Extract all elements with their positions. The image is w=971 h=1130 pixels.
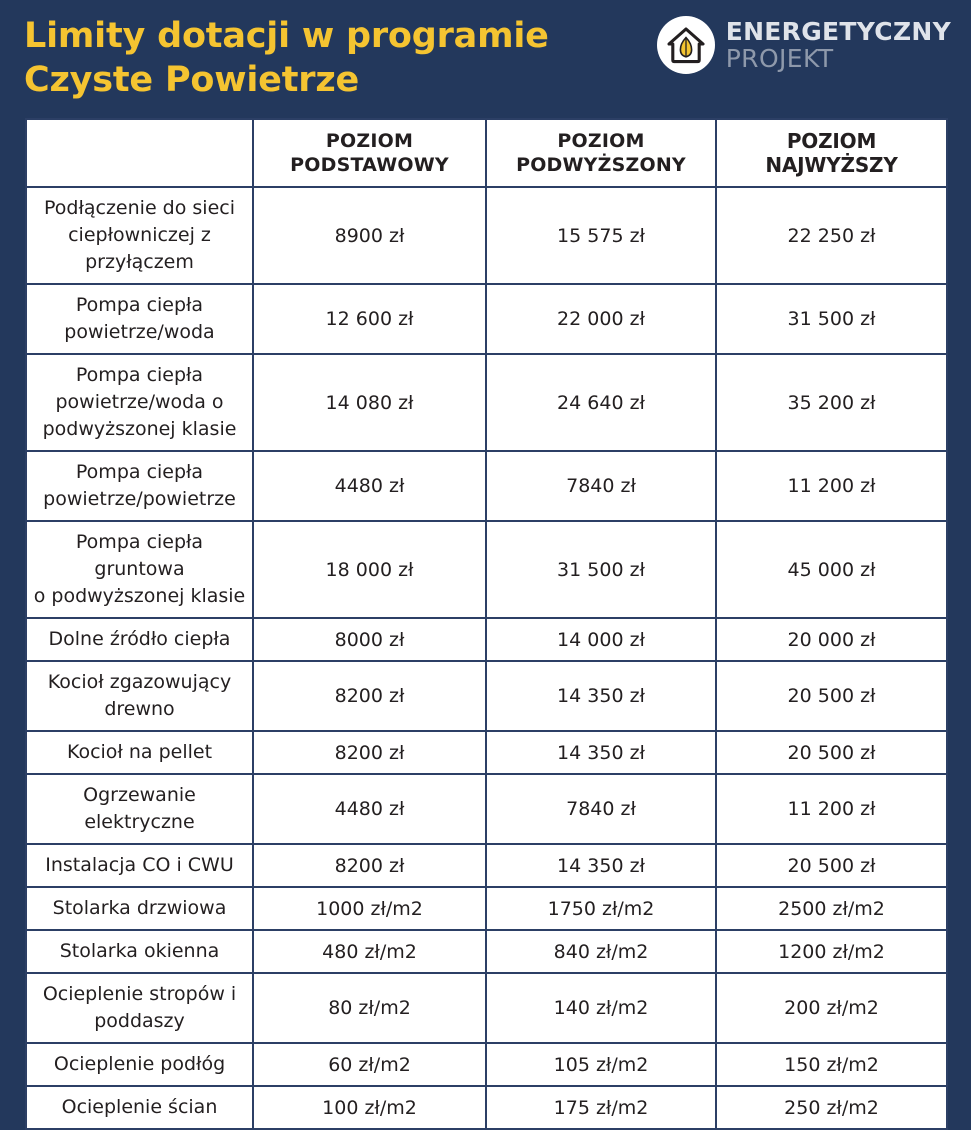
value-cell-poziom-podwyzszony: 15 575 zł (486, 187, 716, 284)
row-label-line: drewno (104, 698, 175, 720)
table-row (26, 187, 947, 284)
row-label-cell (26, 973, 253, 1043)
row-label-line: Pompa ciepła (75, 294, 204, 316)
value-cell-poziom-podwyzszony: 31 500 zł (486, 521, 716, 618)
row-label-line: Pompa ciepła gruntowa (75, 531, 204, 580)
brand-logo-text (725, 16, 951, 73)
row-label-cell (26, 354, 253, 451)
row-label-cell (26, 1043, 253, 1086)
row-label-line: Pompa ciepła (75, 461, 204, 483)
value-cell-poziom-najwyzszy: 45 000 zł (716, 521, 947, 618)
row-label-cell (26, 618, 253, 661)
row-label-cell (26, 887, 253, 930)
value-cell-poziom-podstawowy: 8200 zł (253, 731, 486, 774)
value-cell-poziom-podstawowy: 100 zł/m2 (253, 1086, 486, 1129)
value-cell-poziom-najwyzszy: 35 200 zł (716, 354, 947, 451)
table-row (26, 930, 947, 973)
row-label-line: Dolne źródło ciepła (48, 628, 231, 650)
value-cell-poziom-podstawowy: 8000 zł (253, 618, 486, 661)
value-cell-poziom-najwyzszy: 20 000 zł (716, 618, 947, 661)
row-label-line: powietrze/woda (64, 321, 215, 343)
row-label-line: poddaszy (94, 1010, 185, 1032)
table-header-line-2: PODWYŻSZONY (516, 154, 686, 176)
row-label-line: Pompa ciepła (75, 364, 204, 386)
row-label-cell (26, 1086, 253, 1129)
value-cell-poziom-podwyzszony: 14 350 zł (486, 731, 716, 774)
table-row (26, 973, 947, 1043)
table-header-poziom-najwyzszy (716, 119, 947, 187)
value-cell-poziom-podstawowy: 4480 zł (253, 451, 486, 521)
value-cell-poziom-podwyzszony: 175 zł/m2 (486, 1086, 716, 1129)
value-cell-poziom-podwyzszony: 840 zł/m2 (486, 930, 716, 973)
row-label-line: Ocieplenie stropów i (42, 983, 237, 1005)
limits-table-container (25, 118, 946, 1130)
value-cell-poziom-podwyzszony: 7840 zł (486, 774, 716, 844)
table-header-corner (26, 119, 253, 187)
value-cell-poziom-podstawowy: 14 080 zł (253, 354, 486, 451)
value-cell-poziom-podwyzszony: 7840 zł (486, 451, 716, 521)
page-title (24, 14, 684, 102)
value-cell-poziom-podstawowy: 18 000 zł (253, 521, 486, 618)
table-header-line-1: POZIOM NAJWYŻSZY (765, 129, 898, 177)
table-row (26, 887, 947, 930)
value-cell-poziom-podstawowy: 4480 zł (253, 774, 486, 844)
row-label-line: Stolarka drzwiowa (52, 897, 227, 919)
value-cell-poziom-najwyzszy: 200 zł/m2 (716, 973, 947, 1043)
table-row (26, 731, 947, 774)
row-label-cell (26, 844, 253, 887)
value-cell-poziom-najwyzszy: 22 250 zł (716, 187, 947, 284)
row-label-line: Kocioł na pellet (66, 741, 213, 763)
value-cell-poziom-podwyzszony: 140 zł/m2 (486, 973, 716, 1043)
value-cell-poziom-podstawowy: 8900 zł (253, 187, 486, 284)
limits-table (25, 118, 948, 1130)
house-leaf-logo-icon (657, 16, 715, 74)
table-row (26, 1043, 947, 1086)
row-label-line: o podwyższonej klasie (33, 585, 246, 607)
table-row (26, 521, 947, 618)
row-label-line: Stolarka okienna (59, 940, 220, 962)
row-label-line: Ogrzewanie elektryczne (83, 784, 196, 833)
row-label-line: powietrze/powietrze (43, 488, 236, 510)
value-cell-poziom-podstawowy: 12 600 zł (253, 284, 486, 354)
page-title-line-1: Limity dotacji w programie (24, 16, 549, 56)
row-label-cell (26, 661, 253, 731)
brand-logo (657, 16, 951, 74)
table-header-line-1: POZIOM (557, 130, 645, 152)
value-cell-poziom-podwyzszony: 22 000 zł (486, 284, 716, 354)
value-cell-poziom-najwyzszy: 150 zł/m2 (716, 1043, 947, 1086)
brand-name-primary: ENERGETYCZNY (725, 16, 951, 46)
table-header-line-1: POZIOM (325, 130, 414, 152)
row-label-cell (26, 284, 253, 354)
value-cell-poziom-najwyzszy: 20 500 zł (716, 844, 947, 887)
value-cell-poziom-najwyzszy: 1200 zł/m2 (716, 930, 947, 973)
row-label-line: powietrze/woda o (55, 391, 224, 413)
table-head (26, 119, 947, 187)
row-label-line: Ocieplenie ścian (61, 1096, 218, 1118)
table-row (26, 451, 947, 521)
row-label-cell (26, 187, 253, 284)
value-cell-poziom-podwyzszony: 24 640 zł (486, 354, 716, 451)
table-header-poziom-podstawowy (253, 119, 486, 187)
table-row (26, 284, 947, 354)
value-cell-poziom-podstawowy: 8200 zł (253, 661, 486, 731)
value-cell-poziom-podstawowy: 480 zł/m2 (253, 930, 486, 973)
table-row (26, 618, 947, 661)
row-label-cell (26, 930, 253, 973)
value-cell-poziom-podwyzszony: 14 350 zł (486, 661, 716, 731)
row-label-line: przyłączem (85, 251, 194, 273)
table-row (26, 661, 947, 731)
value-cell-poziom-najwyzszy: 20 500 zł (716, 661, 947, 731)
row-label-line: Kocioł zgazowujący (47, 671, 232, 693)
table-header-poziom-podwyzszony (486, 119, 716, 187)
value-cell-poziom-najwyzszy: 250 zł/m2 (716, 1086, 947, 1129)
value-cell-poziom-podstawowy: 1000 zł/m2 (253, 887, 486, 930)
value-cell-poziom-najwyzszy: 11 200 zł (716, 774, 947, 844)
row-label-cell (26, 774, 253, 844)
value-cell-poziom-podstawowy: 60 zł/m2 (253, 1043, 486, 1086)
value-cell-poziom-podwyzszony: 105 zł/m2 (486, 1043, 716, 1086)
page-header (0, 0, 971, 120)
value-cell-poziom-najwyzszy: 2500 zł/m2 (716, 887, 947, 930)
table-row (26, 354, 947, 451)
value-cell-poziom-podwyzszony: 14 000 zł (486, 618, 716, 661)
row-label-line: Podłączenie do sieci (44, 197, 235, 219)
value-cell-poziom-najwyzszy: 20 500 zł (716, 731, 947, 774)
table-header-row (26, 119, 947, 187)
table-row (26, 1086, 947, 1129)
table-body (26, 187, 947, 1129)
value-cell-poziom-podwyzszony: 14 350 zł (486, 844, 716, 887)
row-label-line: ciepłowniczej z (68, 224, 211, 246)
value-cell-poziom-podstawowy: 80 zł/m2 (253, 973, 486, 1043)
table-row (26, 774, 947, 844)
value-cell-poziom-podstawowy: 8200 zł (253, 844, 486, 887)
table-row (26, 844, 947, 887)
value-cell-poziom-najwyzszy: 11 200 zł (716, 451, 947, 521)
row-label-cell (26, 521, 253, 618)
table-header-line-2: PODSTAWOWY (290, 154, 449, 176)
row-label-line: podwyższonej klasie (42, 418, 237, 440)
brand-name-secondary: PROJEKT (725, 43, 834, 73)
row-label-cell (26, 451, 253, 521)
row-label-line: Instalacja CO i CWU (45, 854, 234, 876)
page-title-line-2: Czyste Powietrze (24, 60, 360, 100)
value-cell-poziom-najwyzszy: 31 500 zł (716, 284, 947, 354)
row-label-cell (26, 731, 253, 774)
value-cell-poziom-podwyzszony: 1750 zł/m2 (486, 887, 716, 930)
row-label-line: Ocieplenie podłóg (53, 1053, 226, 1075)
